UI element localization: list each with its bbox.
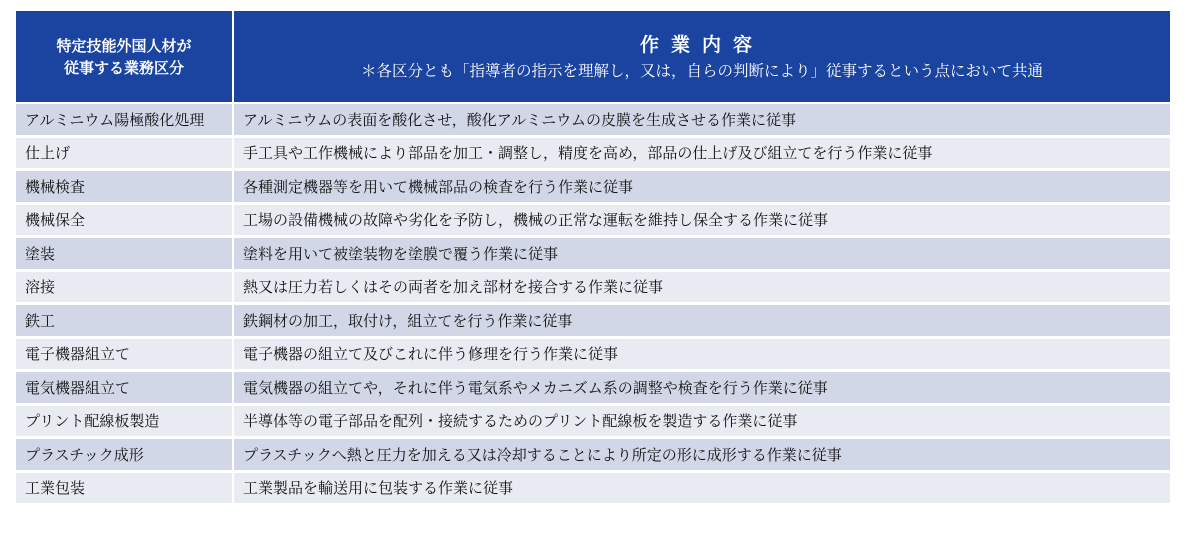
content-header-note: ＊各区分とも「指導者の指示を理解し，又は，自らの判断により」従事するという点において共通 [360, 62, 1043, 80]
category-cell: 機械保全 [15, 203, 233, 237]
table-row [15, 371, 1171, 405]
table-body [15, 103, 1171, 505]
content-cell: プラスチックへ熱と圧力を加える又は冷却することにより所定の形に成形する作業に従事 [233, 438, 1171, 472]
table-row [15, 270, 1171, 304]
category-cell: アルミニウム陽極酸化処理 [15, 103, 233, 136]
content-cell: 熱又は圧力若しくはその両者を加え部材を接合する作業に従事 [233, 270, 1171, 304]
content-cell: 電気機器の組立てや，それに伴う電気系やメカニズム系の調整や検査を行う作業に従事 [233, 371, 1171, 405]
content-column-header [233, 10, 1171, 103]
content-header-title: 作業内容 [639, 34, 764, 56]
category-cell: 鉄工 [15, 304, 233, 338]
category-column-header [15, 10, 233, 103]
category-cell: 溶接 [15, 270, 233, 304]
content-cell: 電子機器の組立て及びこれに伴う修理を行う作業に従事 [233, 337, 1171, 371]
table-row [15, 438, 1171, 472]
category-cell: 機械検査 [15, 170, 233, 204]
category-cell: 電気機器組立て [15, 371, 233, 405]
category-header-line-1: 特定技能外国人材が [56, 36, 192, 55]
content-cell: アルミニウムの表面を酸化させ，酸化アルミニウムの皮膜を生成させる作業に従事 [233, 103, 1171, 136]
table-row [15, 471, 1171, 505]
header-row [15, 10, 1171, 103]
table-row [15, 203, 1171, 237]
content-cell: 各種測定機器等を用いて機械部品の検査を行う作業に従事 [233, 170, 1171, 204]
category-cell: 工業包装 [15, 471, 233, 505]
content-cell: 塗料を用いて被塗装物を塗膜で覆う作業に従事 [233, 237, 1171, 271]
table-row [15, 337, 1171, 371]
category-cell: プラスチック成形 [15, 438, 233, 472]
category-header-line-2: 従事する業務区分 [63, 58, 184, 77]
content-cell: 半導体等の電子部品を配列・接続するためのプリント配線板を製造する作業に従事 [233, 404, 1171, 438]
category-cell: 仕上げ [15, 136, 233, 170]
table-row [15, 136, 1171, 170]
table-row [15, 404, 1171, 438]
content-cell: 鉄鋼材の加工，取付け，組立てを行う作業に従事 [233, 304, 1171, 338]
category-cell: プリント配線板製造 [15, 404, 233, 438]
category-cell: 電子機器組立て [15, 337, 233, 371]
table-row [15, 170, 1171, 204]
content-cell: 手工具や工作機械により部品を加工・調整し，精度を高め，部品の仕上げ及び組立てを行う作業に従事 [233, 136, 1171, 170]
table-header [15, 10, 1171, 103]
work-content-table-container [14, 9, 1170, 506]
table-row [15, 237, 1171, 271]
work-content-table [14, 9, 1172, 506]
table-row [15, 304, 1171, 338]
content-cell: 工場の設備機械の故障や劣化を予防し，機械の正常な運転を維持し保全する作業に従事 [233, 203, 1171, 237]
table-row [15, 103, 1171, 136]
category-cell: 塗装 [15, 237, 233, 271]
content-cell: 工業製品を輸送用に包装する作業に従事 [233, 471, 1171, 505]
